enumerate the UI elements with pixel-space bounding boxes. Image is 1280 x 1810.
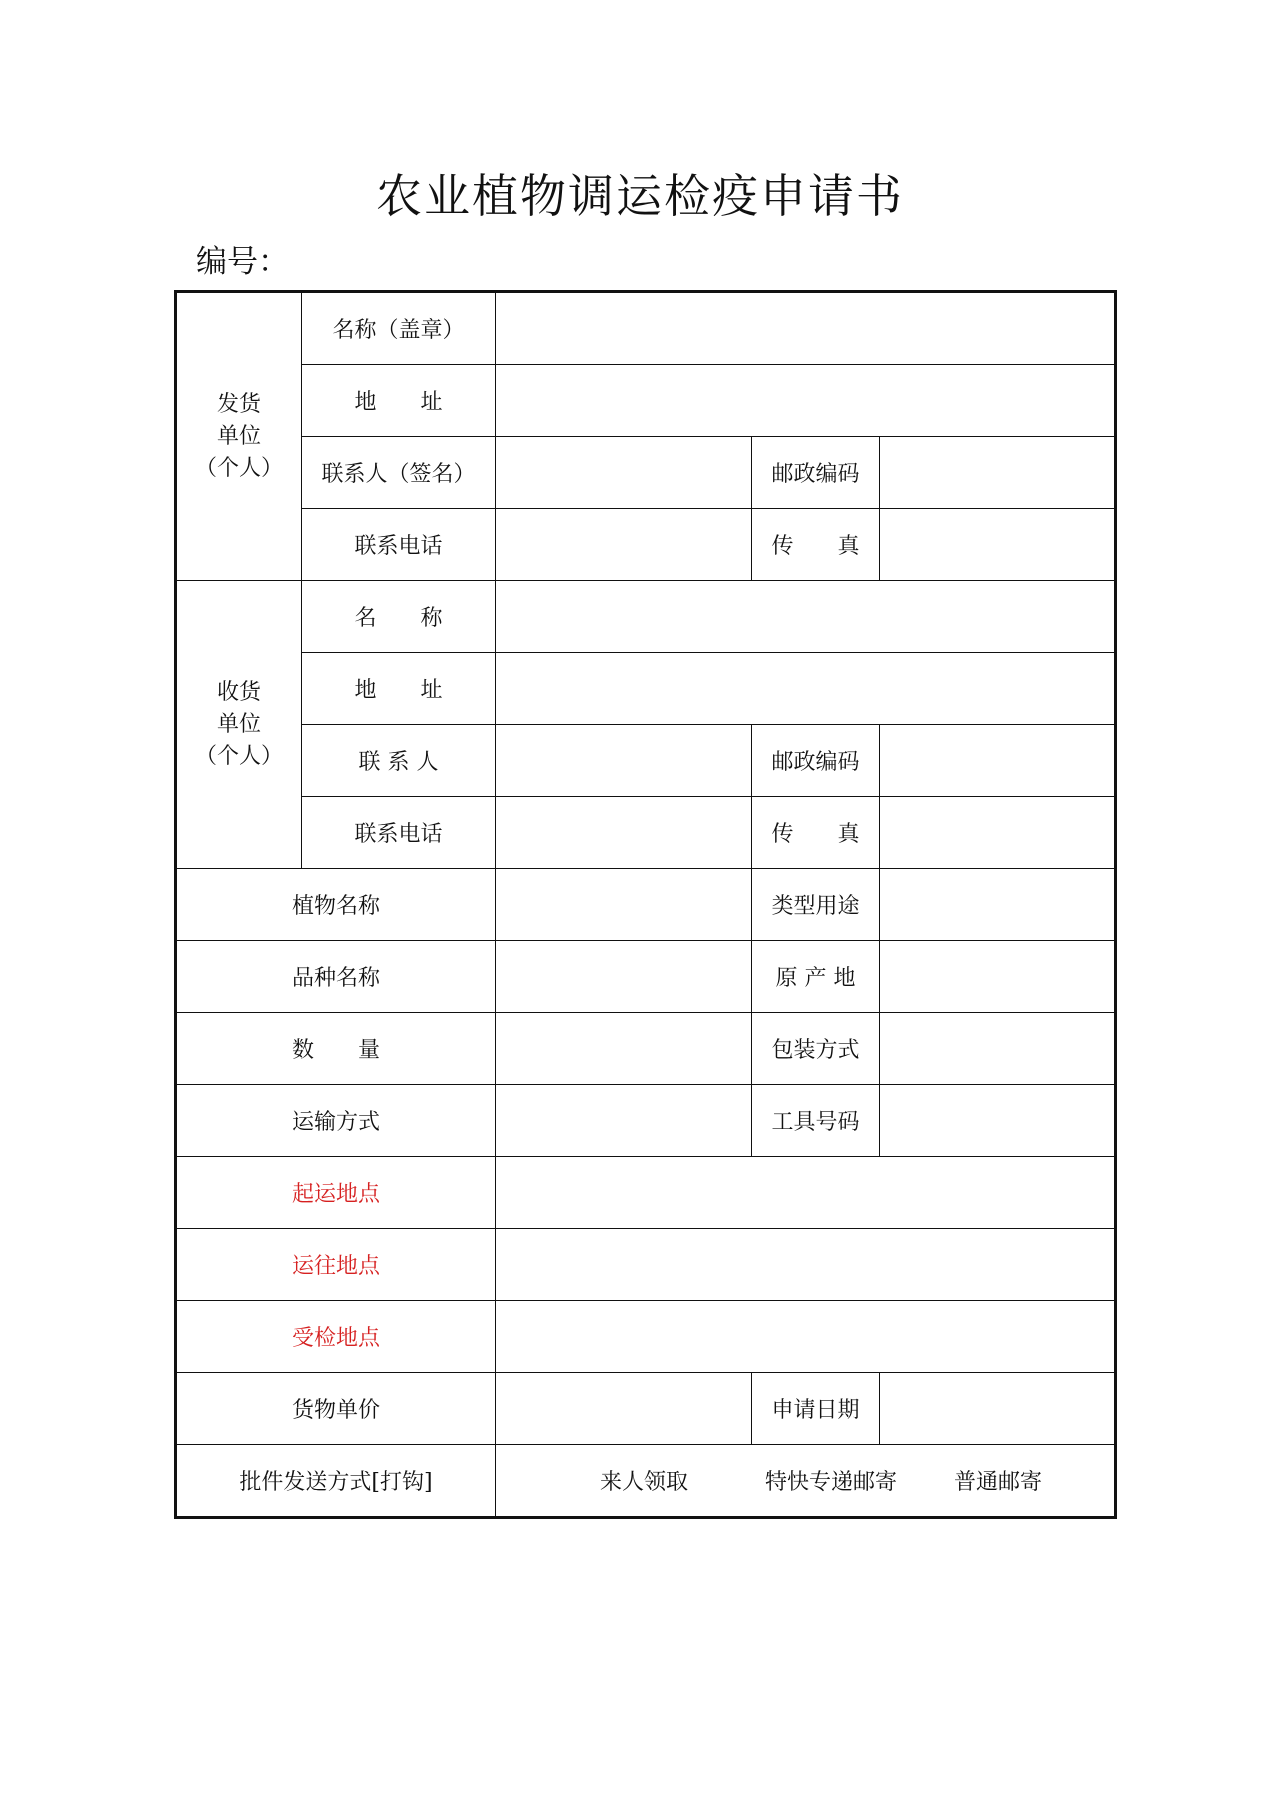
table-row xyxy=(176,1085,1116,1157)
page-title: 农业植物调运检疫申请书 xyxy=(376,169,904,223)
receiver-fax-field[interactable] xyxy=(880,797,1116,869)
table-row xyxy=(176,1445,1116,1518)
receiver-address-field[interactable] xyxy=(496,653,1116,725)
shipper-postcode-field[interactable] xyxy=(880,437,1116,509)
receiver-name-field[interactable] xyxy=(496,581,1116,653)
transport-field[interactable] xyxy=(496,1085,752,1157)
table-row xyxy=(176,509,1116,581)
vehicle-number-field[interactable] xyxy=(880,1085,1116,1157)
shipper-phone-field[interactable] xyxy=(496,509,752,581)
table-row xyxy=(176,797,1116,869)
table-row xyxy=(176,1157,1116,1229)
shipper-fax-field[interactable] xyxy=(880,509,1116,581)
receiver-fax-label: 传 真 xyxy=(752,797,880,869)
receiver-phone-field[interactable] xyxy=(496,797,752,869)
plant-name-field[interactable] xyxy=(496,869,752,941)
origin-label: 原 产 地 xyxy=(752,941,880,1013)
table-row xyxy=(176,365,1116,437)
receiver-name-label: 名 称 xyxy=(302,581,496,653)
receiver-contact-field[interactable] xyxy=(496,725,752,797)
shipper-phone-label: 联系电话 xyxy=(302,509,496,581)
shipper-contact-label: 联系人（签名） xyxy=(302,437,496,509)
shipper-fax-label: 传 真 xyxy=(752,509,880,581)
transport-label: 运输方式 xyxy=(176,1085,496,1157)
variety-field[interactable] xyxy=(496,941,752,1013)
packing-field[interactable] xyxy=(880,1013,1116,1085)
table-row xyxy=(176,437,1116,509)
table-row xyxy=(176,581,1116,653)
unit-price-field[interactable] xyxy=(496,1373,752,1445)
table-row xyxy=(176,292,1116,365)
delivery-method-options xyxy=(496,1445,1116,1518)
table-row xyxy=(176,1013,1116,1085)
apply-date-label: 申请日期 xyxy=(752,1373,880,1445)
receiver-postcode-field[interactable] xyxy=(880,725,1116,797)
destination-label: 运往地点 xyxy=(176,1229,496,1301)
quantity-label: 数 量 xyxy=(176,1013,496,1085)
shipper-address-field[interactable] xyxy=(496,365,1116,437)
table-row xyxy=(176,1301,1116,1373)
table-row xyxy=(176,653,1116,725)
variety-label: 品种名称 xyxy=(176,941,496,1013)
receiver-group-label: 收货 单位 （个人） xyxy=(176,581,302,869)
receiver-postcode-label: 邮政编码 xyxy=(752,725,880,797)
plant-name-label: 植物名称 xyxy=(176,869,496,941)
inspection-place-label: 受检地点 xyxy=(176,1301,496,1373)
origin-field[interactable] xyxy=(880,941,1116,1013)
table-row xyxy=(176,941,1116,1013)
table-row xyxy=(176,1373,1116,1445)
shipper-name-label: 名称（盖章） xyxy=(302,292,496,365)
packing-label: 包装方式 xyxy=(752,1013,880,1085)
inspection-place-field[interactable] xyxy=(496,1301,1116,1373)
shipper-postcode-label: 邮政编码 xyxy=(752,437,880,509)
receiver-phone-label: 联系电话 xyxy=(302,797,496,869)
delivery-option-pickup[interactable]: 来人领取 xyxy=(600,1470,689,1495)
start-place-field[interactable] xyxy=(496,1157,1116,1229)
table-row xyxy=(176,1229,1116,1301)
unit-price-label: 货物单价 xyxy=(176,1373,496,1445)
delivery-option-regular[interactable]: 普通邮寄 xyxy=(954,1470,1043,1495)
type-use-label: 类型用途 xyxy=(752,869,880,941)
shipper-address-label: 地 址 xyxy=(302,365,496,437)
vehicle-number-label: 工具号码 xyxy=(752,1085,880,1157)
apply-date-field[interactable] xyxy=(880,1373,1116,1445)
table-row xyxy=(176,869,1116,941)
delivery-option-express[interactable]: 特快专递邮寄 xyxy=(765,1470,898,1495)
serial-number-label: 编号： xyxy=(196,244,289,280)
start-place-label: 起运地点 xyxy=(176,1157,496,1229)
shipper-contact-field[interactable] xyxy=(496,437,752,509)
application-form-table xyxy=(174,290,1117,1519)
shipper-name-field[interactable] xyxy=(496,292,1116,365)
receiver-contact-label: 联 系 人 xyxy=(302,725,496,797)
delivery-method-label: 批件发送方式[打钩] xyxy=(176,1445,496,1518)
quantity-field[interactable] xyxy=(496,1013,752,1085)
type-use-field[interactable] xyxy=(880,869,1116,941)
destination-field[interactable] xyxy=(496,1229,1116,1301)
shipper-group-label: 发货 单位 （个人） xyxy=(176,292,302,581)
receiver-address-label: 地 址 xyxy=(302,653,496,725)
table-row xyxy=(176,725,1116,797)
